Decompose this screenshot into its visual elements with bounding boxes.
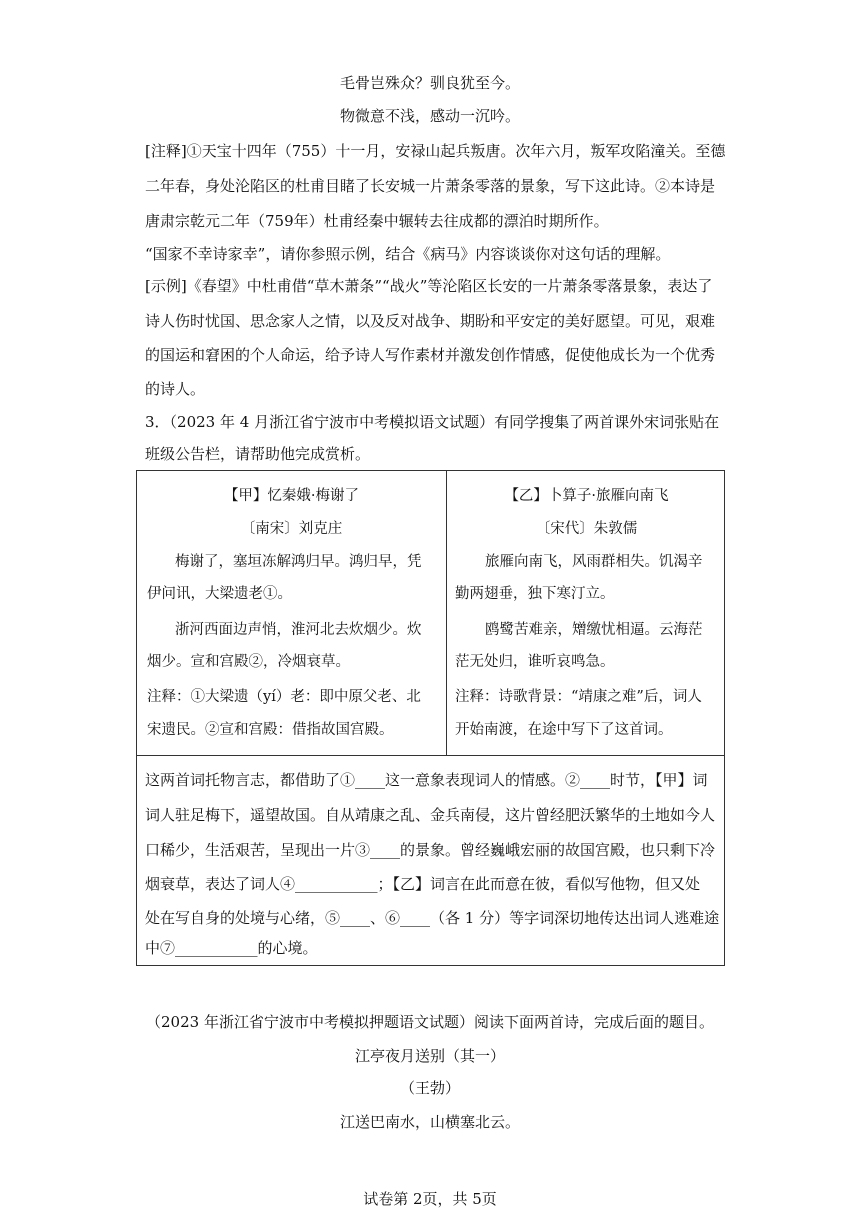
row-divider (137, 755, 724, 756)
jia-title: 【甲】忆秦娥·梅谢了 (223, 488, 360, 504)
example-line: 的诗人。 (145, 380, 206, 398)
question-3-line: 班级公告栏，请帮助他完成赏析。 (145, 445, 371, 463)
jia-author: 〔南宋〕刘克庄 (240, 521, 343, 537)
yi-line: 勤两翅垂，独下寒汀立。 (455, 586, 615, 602)
analysis-line: 这两首词托物言志，都借助了①____这一意象表现词人的情感。②____时节，【甲】词 (145, 771, 708, 789)
example-line: 诗人伤时忧国、思念家人之情，以及反对战争、期盼和平安定的美好愿望。可见，艰难 (145, 312, 716, 330)
yi-line: 旅雁向南飞，风雨群相失。饥渴辛 (485, 554, 703, 570)
yi-author: 〔宋代〕朱敦儒 (535, 521, 638, 537)
analysis-line: 口稀少，生活艰苦，呈现出一片③____的景象。曾经巍峨宏丽的故国宫殿，也只剩下冷 (145, 841, 716, 859)
question-3-line: 3．（2023 年 4 月浙江省宁波市中考模拟语文试题）有同学搜集了两首课外宋词张贴在 (145, 413, 720, 431)
poem-author: （王勃） (399, 1079, 460, 1097)
poem-title: 江亭夜月送别（其一） (354, 1047, 505, 1065)
question-text: “国家不幸诗家幸”，请你参照示例，结合《病马》内容谈谈你对这句话的理解。 (145, 245, 671, 263)
column-divider (446, 471, 447, 755)
jia-line: 梅谢了，塞垣冻解鸿归早。鸿归早，凭 (175, 554, 422, 570)
annotation-line: 二年春，身处沦陷区的杜甫目睹了长安城一片萧条零落的景象，写下这此诗。②本诗是 (145, 177, 716, 195)
yi-note: 开始南渡，在途中写下了这首词。 (455, 722, 673, 738)
example-line: 的国运和窘困的个人命运，给予诗人写作素材并激发创作情感，促使他成长为一个优秀 (145, 346, 716, 364)
analysis-line: 烟衰草，表达了词人④___________；【乙】词言在此而意在彼，看似写他物，但又处 (145, 875, 701, 893)
jia-line: 伊问讯，大梁遗老①。 (147, 586, 292, 602)
jia-line: 浙河西面边声悄，淮河北去炊烟少。炊 (175, 622, 422, 638)
analysis-line: 中⑦___________的心境。 (145, 939, 318, 957)
poem-line: 江送巴南水，山横塞北云。 (339, 1113, 520, 1131)
yi-title: 【乙】卜算子·旅雁向南飞 (504, 488, 669, 504)
jia-line: 烟少。宣和宫殿②，冷烟衰草。 (147, 654, 350, 670)
jia-note: 宋遗民。②宣和宫殿：借指故国宫殿。 (147, 722, 394, 738)
poem-line: 物微意不浅，感动一沉吟。 (339, 107, 520, 125)
page-footer: 试卷第 2页，共 5页 (363, 1190, 497, 1208)
jia-note: 注释：①大梁遗（yí）老：即中原父老、北 (147, 689, 421, 705)
analysis-line: 词人驻足梅下，遥望故国。自从靖康之乱、金兵南侵，这片曾经肥沃繁华的土地如今人 (145, 806, 716, 824)
yi-line: 茫无处归，谁听哀鸣急。 (455, 654, 615, 670)
annotation-line: 唐肃宗乾元二年（759年）杜甫经秦中辗转去往成都的漂泊时期所作。 (145, 212, 609, 230)
poem-line: 毛骨岂殊众？驯良犹至今。 (339, 74, 520, 92)
annotation-line: [注释]①天宝十四年（755）十一月，安禄山起兵叛唐。次年六月，叛军攻陷潼关。至德 (145, 142, 726, 160)
example-line: [示例]《春望》中杜甫借“草木萧条”“战火”等沦陷区长安的一片萧条零落景象，表达了 (145, 277, 713, 295)
poem-comparison-table (136, 470, 725, 966)
section-intro: （2023 年浙江省宁波市中考模拟押题语文试题）阅读下面两首诗，完成后面的题目。 (146, 1013, 714, 1031)
analysis-line: 处在写自身的处境与心绪，⑤____、⑥____（各 1 分）等字词深切地传达出词人逃难途 (145, 909, 720, 927)
yi-note: 注释：诗歌背景：“靖康之难”后，词人 (455, 689, 702, 705)
yi-line: 鸥鹭苦难亲，矰缴忧相逼。云海茫 (485, 622, 703, 638)
